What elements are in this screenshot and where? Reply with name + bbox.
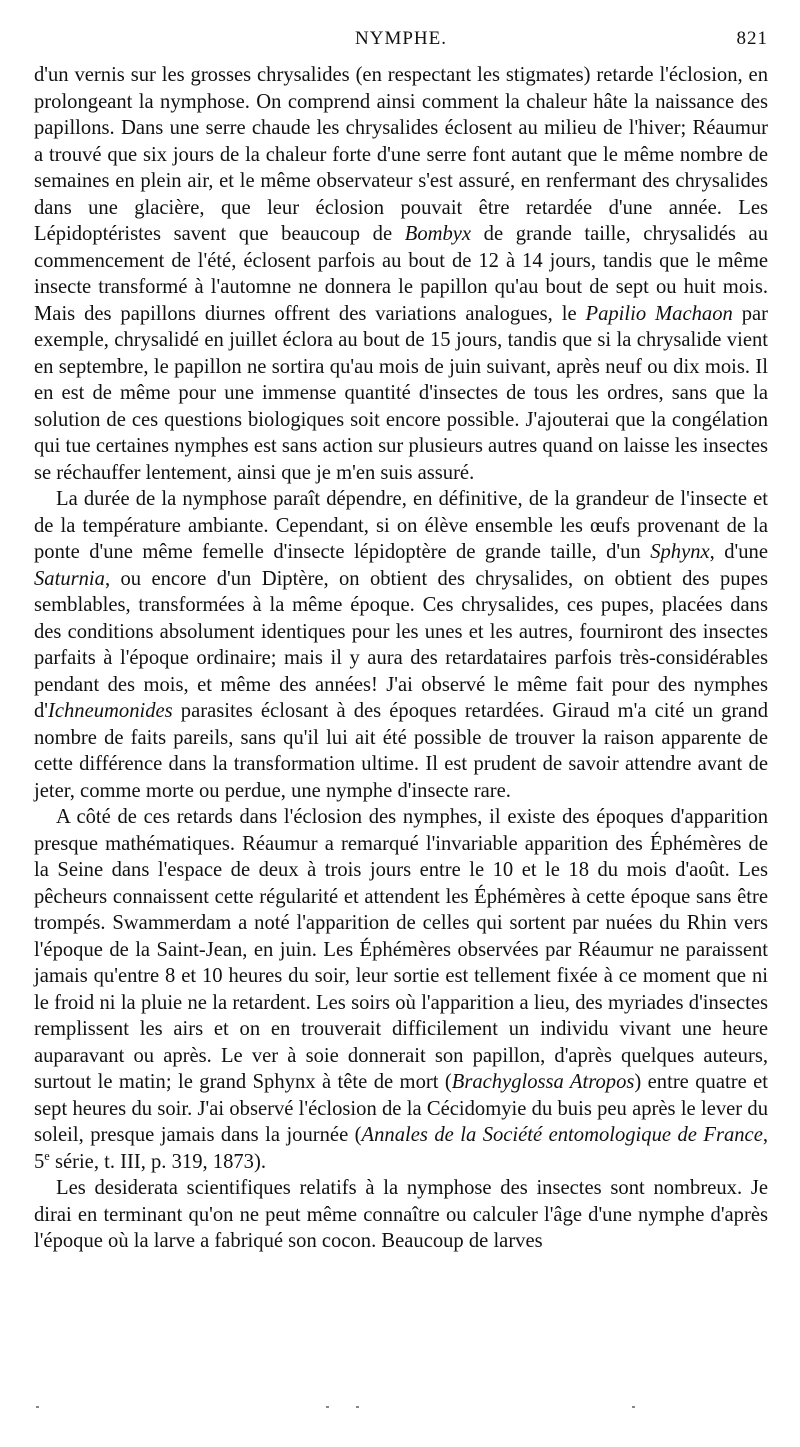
print-speck [632, 1406, 635, 1408]
paragraph-3 [34, 804, 768, 1175]
italic-term: Brachyglossa Atropos [451, 1071, 635, 1093]
text-run: par exemple, chrysalidé en juillet éclora au bout de 15 jours, tandis que si la chrysalide vient en septembre, le papillon ne sortira qu'au mois de juin suivant, après neuf ou dix mois. Il en est de même pour une immense quantité d'insectes de tous les ordres, sans que la solution de ces questions biologiques soit encore possible. J'ajouterai que la congélation qui tue certaines nymphes est sans action sur plusieurs autres quand on laisse les insectes se réchauffer lentement, ainsi que je m'en suis assuré. [34, 302, 768, 484]
text-run: série, t. III, p. 319, 1873). [49, 1150, 266, 1173]
text-run: A côté de ces retards dans l'éclosion des nymphes, il existe des époques d'apparition presque mathématiques. Réaumur a remarqué l'invariable apparition des Éphémères de la Seine dans l'espace de deux à trois jours entre le 10 et le 18 du mois d'août. Les pêcheurs connaissent cette régularité et attendent les Éphémères à cette époque sans être trompés. Swammerdam a noté l'apparition de celles qui sortent par nuées du Rhin vers l'époque de la Saint-Jean, en juin. Les Éphémères observées par Réaumur ne paraissent jamais qu'entre 8 et 10 heures du soir, leur sortie est tellement fixée à ce moment que ni le froid ni la pluie ne la retardent. Les soirs où l'apparition a lieu, des myriades d'insectes remplissent les airs et on en trouverait difficilement un individu vivant une heure auparavant ou après. Le ver à soie donnerait son papillon, d'après quelques auteurs, surtout le matin; le grand Sphynx à tête de mort ( [34, 806, 768, 1093]
text-run: , ou encore d'un Diptère, on obtient des chrysalides, on obtient des pupes semblables, transformées à la même époque. Ces chrysalides, ces pupes, placées dans des conditions absolument identiques pour les unes et les autres, fourniront des insectes parfaits à l'époque ordinaire; mais il y aura des retardataires parfois très-considérables pendant des mois, et même des années! J'ai observé le même fait pour des nymphes d' [34, 567, 768, 722]
paragraph-2 [34, 486, 768, 804]
text-run: d'un vernis sur les grosses chrysalides (en respectant les stigmates) retarde l'éclosion, en prolongeant la nymphose. On comprend ainsi comment la chaleur hâte la naissance des papillons. Dans une serre chaude les chrysalides éclosent au milieu de l'hiver; Réaumur a trouvé que six jours de la chaleur forte d'une serre font autant que le même nombre de semaines en plein air, et le même observateur s'est assuré, en renfermant des chrysalides dans une glacière, que leur éclosion pouvait être retardée d'une année. Les Lépidoptéristes savent que beaucoup de [34, 64, 768, 245]
body-text [34, 62, 768, 1255]
page-number: 821 [736, 28, 768, 49]
italic-term: Papilio Machaon [585, 302, 733, 325]
superscript: e [44, 1148, 50, 1163]
text-run: de grande taille, chrysalidés au commencement de l'été, éclosent parfois au bout de 12 à 14 jours, tandis que le même insecte transformé à l'automne ne donnera le papillon qu'au bout de sept ou huit mois. Mais des papillons diurnes offrent des variations analogues, le [34, 223, 768, 325]
print-speck [326, 1406, 329, 1408]
text-run: Les desiderata scientifiques relatifs à la nymphose des insectes sont nombreux. Je dirai en terminant qu'on ne peut même connaître ou calculer l'âge d'une nymphe d'après l'époque où la larve a fabriqué son cocon. Beaucoup de larves [34, 1177, 768, 1252]
italic-term: Ichneumonides [48, 700, 173, 722]
text-run: , d'une [709, 541, 768, 563]
paragraph-1 [34, 62, 768, 486]
italic-term: Saturnia [34, 567, 105, 590]
running-title: NYMPHE. [355, 28, 447, 49]
italic-term: Sphynx [650, 541, 710, 563]
paragraph-4 [34, 1175, 768, 1255]
italic-term: Bombyx [404, 223, 472, 245]
text-run: parasites éclosant à des époques retardées. Giraud m'a cité un grand nombre de faits pareils, sans qu'il lui ait été possible de trouver la raison apparente de cette différence dans la transformation ultime. Il est prudent de savoir attendre avant de jeter, comme morte ou perdue, une nymphe d'insecte rare. [34, 700, 768, 802]
italic-term: Annales de la Société entomologique de France [361, 1124, 763, 1146]
print-speck [356, 1406, 359, 1408]
print-speck [36, 1406, 39, 1408]
print-specks [34, 1406, 768, 1414]
page-header [34, 28, 768, 56]
text-run: La durée de la nymphose paraît dépendre, en définitive, de la grandeur de l'insecte et de la température ambiante. Cependant, si on élève ensemble les œufs provenant de la ponte d'une même femelle d'insecte lépidoptère de grande taille, d'un [34, 488, 768, 563]
text-run: , 5 [34, 1124, 768, 1173]
text-run: ) entre quatre et sept heures du soir. J'ai observé l'éclosion de la Cécidomyie du buis peu après le lever du soleil, presque jamais dans la journée ( [34, 1071, 768, 1146]
